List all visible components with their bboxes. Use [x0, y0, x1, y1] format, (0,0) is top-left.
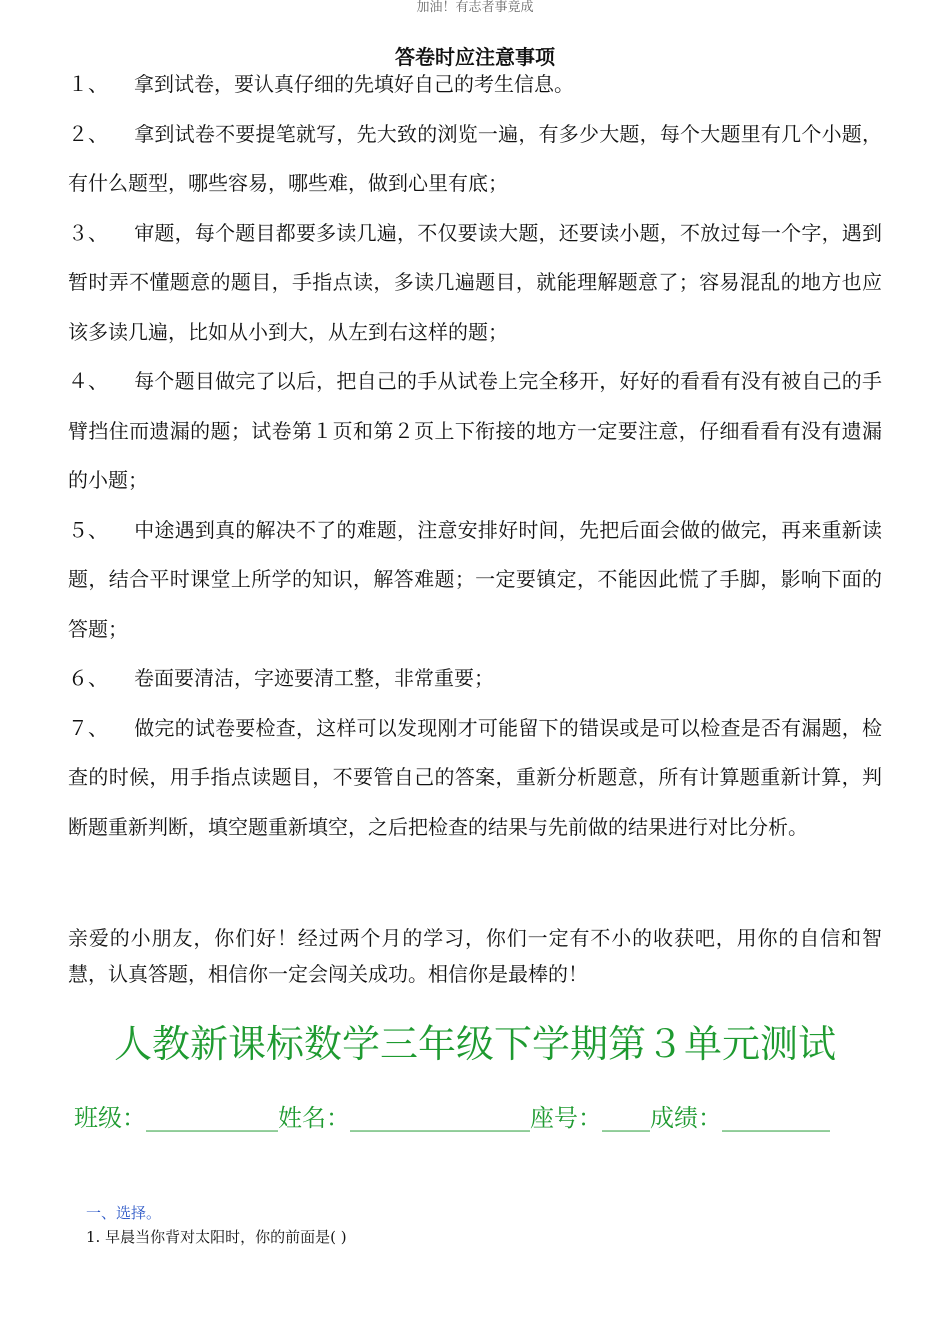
note-item: [68, 654, 882, 704]
note-number: ６、: [68, 666, 108, 690]
note-item: [68, 506, 882, 655]
exam-title: 人教新课标数学三年级下学期第３单元测试: [113, 1022, 836, 1066]
note-item: [68, 209, 882, 358]
note-text: 卷面要清洁，字迹要清工整，非常重要；: [134, 666, 494, 690]
note-number: ７、: [68, 715, 108, 740]
note-item: [68, 704, 882, 853]
note-text: 拿到试卷，要认真仔细的先填好自己的考生信息。: [134, 72, 574, 96]
note-text: 中途遇到真的解决不了的难题，注意安排好时间，先把后面会做的做完，再来重新读题，结合平时课堂上所学的知识，解答难题；一定要镇定，不能因此慌了手脚，影响下面的答题；: [68, 517, 882, 641]
note-number: １、: [68, 72, 108, 96]
notes-title: 答卷时应注意事项: [395, 45, 555, 69]
note-text: 做完的试卷要检查，这样可以发现刚才可能留下的错误或是可以检查是否有漏题，检查的时候，用手指点读题目，不要管自己的答案，重新分析题意，所有计算题重新计算，判断题重新判断，填空题重新填空，之后把检查的结果与先前做的结果进行对比分析。: [68, 715, 882, 839]
note-number: ２、: [68, 121, 108, 146]
page-header: 加油！有志者事竟成: [416, 0, 534, 15]
note-number: ４、: [68, 369, 108, 393]
note-item: [68, 110, 882, 209]
note-item: [68, 357, 882, 506]
note-text: 每个题目做完了以后，把自己的手从试卷上完全移开，好好的看看有没有被自己的手臂挡住而遗漏的题；试卷第１页和第２页上下衔接的地方一定要注意，仔细看看有没有遗漏的小题；: [68, 369, 882, 492]
note-text: 审题，每个题目都要多读几遍，不仅要读大题，还要读小题，不放过每一个字，遇到暂时弄不懂题意的题目，手指点读，多读几遍题目，就能理解题意了；容易混乱的地方也应该多读几遍，比如从小到大，从左到右这样的题；: [68, 220, 882, 344]
student-info-line: 班级：___________姓名：_______________座号：____成绩：_________: [74, 1104, 830, 1132]
note-item: [68, 60, 882, 110]
greeting-text: 亲爱的小朋友，你们好！经过两个月的学习，你们一定有不小的收获吧，用你的自信和智慧，认真答题，相信你一定会闯关成功。相信你是最棒的！: [68, 926, 882, 986]
question-1: 1. 早晨当你背对太阳时，你的前面是( ): [86, 1228, 347, 1246]
section-heading: 一、选择。: [86, 1204, 162, 1222]
note-number: ５、: [68, 517, 108, 542]
greeting-paragraph: [68, 920, 882, 992]
note-number: ３、: [68, 220, 108, 245]
notes-list: [68, 60, 882, 852]
note-text: 拿到试卷不要提笔就写，先大致的浏览一遍，有多少大题，每个大题里有几个小题，有什么题型，哪些容易，哪些难，做到心里有底；: [68, 121, 882, 195]
